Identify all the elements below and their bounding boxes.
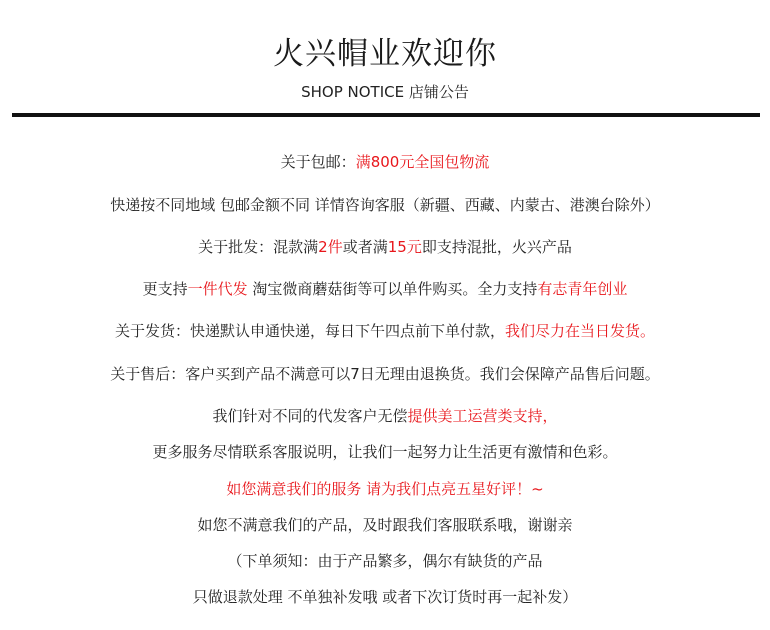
notice-dropship <box>0 279 770 299</box>
notice-highlight: 15元 <box>387 238 422 256</box>
notice-refund-policy <box>0 587 770 607</box>
notice-free-shipping <box>0 152 770 172</box>
notice-highlight: 我们尽力在当日发货。 <box>505 322 656 340</box>
notice-text: 关于发货：快递默认申通快递，每日下午四点前下单付款， <box>114 322 505 340</box>
notice-text: 即支持混批，火兴产品 <box>421 238 572 256</box>
notice-support <box>0 406 770 426</box>
notice-text: 只做退款处理 不单独补发哦 或者下次订货时再一起补发） <box>192 588 578 606</box>
notice-text: 关于售后：客户买到产品不满意可以7日无理由退换货。我们会保障产品售后问题。 <box>110 365 660 383</box>
notice-review-request <box>0 479 770 499</box>
notice-text: 如您不满意我们的产品，及时跟我们客服联系哦，谢谢亲 <box>197 516 573 534</box>
notice-highlight: 一件代发 <box>187 280 248 298</box>
notice-contact <box>0 442 770 462</box>
notice-text: 我们针对不同的代发客户无偿 <box>212 407 408 425</box>
notice-text: （下单须知：由于产品繁多，偶尔有缺货的产品 <box>227 552 543 570</box>
notice-highlight: 2件 <box>318 238 343 256</box>
notice-text: 关于批发：混款满 <box>198 238 319 256</box>
notice-highlight: 满800元全国包物流 <box>355 153 490 171</box>
notice-highlight: 提供美工运营类支持， <box>407 407 558 425</box>
notice-highlight: 如您满意我们的服务 请为我们点亮五星好评！~ <box>226 480 544 498</box>
notice-text: 关于包邮： <box>280 153 356 171</box>
notice-text: 快递按不同地域 包邮金额不同 详情咨询客服（新疆、西藏、内蒙古、港澳台除外） <box>110 196 660 214</box>
notice-highlight: 有志青年创业 <box>537 280 628 298</box>
notice-text: 或者满 <box>342 238 388 256</box>
header-divider <box>12 113 760 117</box>
notice-after-sales <box>0 364 770 384</box>
shop-notice-subtitle: SHOP NOTICE 店铺公告 <box>301 83 469 101</box>
notice-wholesale <box>0 237 770 257</box>
shop-header <box>0 0 770 118</box>
shop-title: 火兴帽业欢迎你 <box>273 36 497 72</box>
notice-text: 淘宝微商蘑菇街等可以单件购买。全力支持 <box>247 280 538 298</box>
notice-shipping-regions <box>0 195 770 215</box>
notice-order-terms <box>0 551 770 571</box>
notice-unsatisfied <box>0 515 770 535</box>
notice-delivery <box>0 321 770 341</box>
notice-text: 更多服务尽情联系客服说明，让我们一起努力让生活更有激情和色彩。 <box>152 443 618 461</box>
notice-text: 更支持 <box>142 280 188 298</box>
